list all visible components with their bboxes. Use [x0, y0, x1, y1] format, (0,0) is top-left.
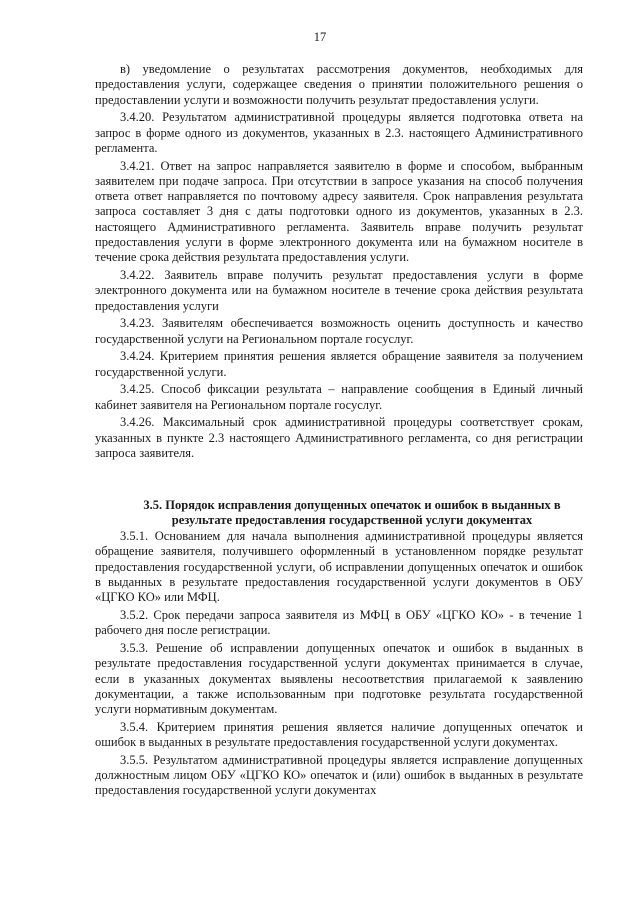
page-number: 17: [313, 30, 327, 44]
paragraph-3-5-3: 3.5.3. Решение об исправлении допущенных опечаток и ошибок в выданных в результате предоставления государственной услуги документах принимается в случае, если в указанных документах выявлены несоответствия прилагаемой к заявлению документации, а также использованным при подготовке результата государственной услуги нормативным документам.: [95, 641, 583, 717]
section-spacer: [95, 464, 583, 498]
paragraph-3-4-23: 3.4.23. Заявителям обеспечивается возможность оценить доступность и качество государственной услуги на Региональном портале госуслуг.: [95, 316, 583, 346]
section-heading-3-5: 3.5. Порядок исправления допущенных опечаток и ошибок в выданных в результате предоставления государственной услуги документах: [143, 497, 561, 527]
paragraph-3-4-25: 3.4.25. Способ фиксации результата – направление сообщения в Единый личный кабинет заявителя на Региональном портале госуслуг.: [95, 382, 583, 412]
paragraph-3-4-24: 3.4.24. Критерием принятия решения является обращение заявителя за получением государственной услуги.: [95, 349, 583, 379]
paragraph-3-4-26: 3.4.26. Максимальный срок административной процедуры соответствует срокам, указанных в пункте 2.3 настоящего Административного регламента, со дня регистрации запроса заявителя.: [95, 415, 583, 460]
document-body: [95, 62, 583, 801]
paragraph-3-5-4: 3.5.4. Критерием принятия решения является наличие допущенных опечаток и ошибок в выданных в результате предоставления государственной услуги документах.: [95, 719, 583, 750]
paragraph-3-5-2: 3.5.2. Срок передачи запроса заявителя из МФЦ в ОБУ «ЦГКО КО» - в течение 1 рабочего дня после регистрации.: [95, 608, 583, 638]
paragraph-3-4-19-v: в) уведомление о результатах рассмотрения документов, необходимых для предоставления услуги, содержащее сведения о принятии положительного решения о предоставлении услуги и возможности получить результат предоставления услуги.: [95, 62, 583, 107]
paragraph-3-5-5: 3.5.5. Результатом административной процедуры является исправление допущенных должностным лицом ОБУ «ЦГКО КО» опечаток и (или) ошибок в выданных в результате предоставления государственной услуги документах: [95, 752, 583, 798]
paragraph-3-4-22: 3.4.22. Заявитель вправе получить результат предоставления услуги в форме электронного документа или на бумажном носителе в течение срока действия результата предоставления услуги: [95, 268, 583, 313]
paragraph-3-5-1: 3.5.1. Основанием для начала выполнения административной процедуры является обращение заявителя, получившего оформленный в установленном порядке результат предоставления государственной услуги, об исправлении допущенных опечаток и ошибок в выданных в результате предоставления государственной услуги документов в ОБУ «ЦГКО КО» или МФЦ.: [95, 529, 583, 605]
paragraph-3-4-21: 3.4.21. Ответ на запрос направляется заявителю в форме и способом, выбранным заявителем при подаче запроса. При отсутствии в запросе указания на способ получения ответа ответ направляется по почтовому адресу заявителя. Срок направления результата запроса составляет 3 дня с даты подготовки одного из документов, указанных в 2.3. настоящего Административного регламента. Заявитель вправе получить результат предоставления услуги в форме электронного документа или на бумажном носителе в течение срока действия результата предоставления услуги.: [95, 158, 583, 265]
paragraph-3-4-20: 3.4.20. Результатом административной процедуры является подготовка ответа на запрос в форме одного из документов, указанных в 2.3. настоящего Административного регламента.: [95, 110, 583, 155]
